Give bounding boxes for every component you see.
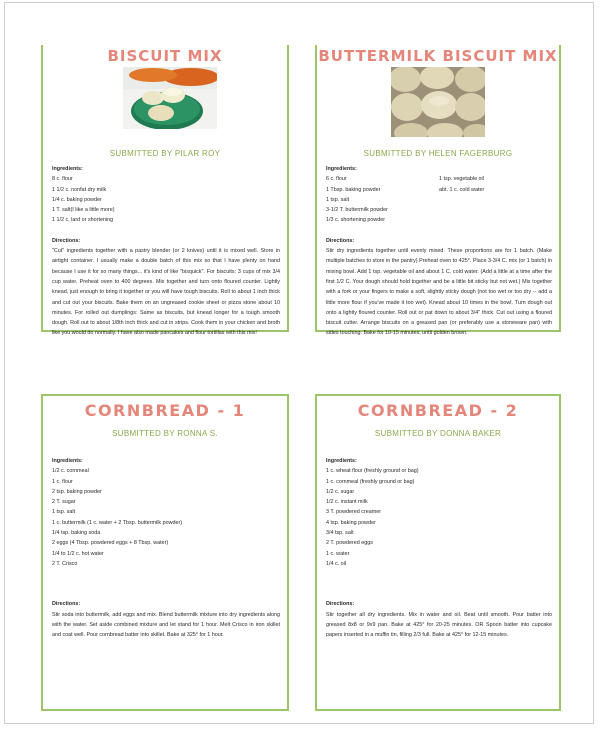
ingredient-item: 1/3 c. shortening powder	[326, 217, 386, 224]
ingredients-heading: Ingredients:	[326, 166, 357, 172]
ingredient-item: 1 tsp. salt	[326, 196, 350, 203]
ingredient-item: 2 tsp. baking powder	[52, 488, 102, 495]
ingredient-item: 3-1/2 T. buttermilk powder	[326, 207, 388, 214]
ingredient-item: 1/4 c. baking powder	[52, 196, 102, 203]
ingredients-list	[326, 466, 552, 569]
ingredients-heading: Ingredients:	[52, 166, 83, 172]
ingredient-item: 1 Tbsp. baking powder	[326, 186, 381, 193]
ingredients-list	[52, 466, 280, 569]
directions-heading: Directions:	[326, 237, 355, 244]
ingredient-item: 1/4 c. oil	[326, 560, 347, 567]
ingredient-item: 2 eggs (4 Tbsp. powdered eggs + 8 Tbsp. water)	[52, 540, 169, 547]
ingredient-item: 1/4 tsp. baking soda	[52, 530, 101, 537]
ingredient-item: 3/4 tsp. salt	[326, 530, 354, 537]
recipe-submitted-by: SUBMITTED BY DONNA BAKER	[374, 429, 502, 438]
recipe-body	[326, 164, 552, 339]
ingredients-list	[52, 174, 280, 225]
recipe-card-biscuit-mix	[41, 45, 289, 337]
document-page	[4, 2, 594, 724]
ingredient-item: 1 1/2 c. nonfat dry milk	[52, 186, 107, 193]
ingredients-list	[326, 174, 552, 225]
directions-heading: Directions:	[326, 601, 355, 608]
recipe-title: CORNBREAD - 1	[84, 401, 246, 420]
recipe-card-cornbread-1	[41, 394, 289, 711]
recipe-body	[326, 456, 552, 640]
directions-text: Stir dry ingredients together until evenly mixed. These proportions are for 1 batch. (Make multiple batches to store in the pantry) Preheat oven to 425°. Place 3-3/4 C. mix (or 1 batch) in mixing bowl. Add 1 tsp. vegetable oil and about 1 C. cold water. (Add a little at a time after the first 1/2 C. Your dough should hold together and be a little bit sticky but not wet.) Mix together with a fork or your fingers to make a soft, slightly sticky dough (not too wet or too dry -- add a little more flour if you've made it too wet). Knead about 10 times in the bowl. Turn dough out onto a lightly floured counter. Roll out or pat down to about 3/4" thick. Cut out using a floured biscuit cutter. Arrange biscuits on a greased pan (or preferably use a stoneware pan) with sides touching. Bake for 10-15 minutes, until golden brown.	[326, 248, 552, 337]
directions-heading: Directions:	[52, 237, 81, 244]
ingredient-item: 4 tsp. baking powder	[326, 519, 376, 526]
ingredient-item: 1 c. cornmeal (freshly ground or bag)	[326, 478, 415, 485]
directions-text: "Cut" ingredients together with a pastry blender (or 2 knives) until it is mixed well. Store in airtight container. I usually make a double batch of this mix so that I have plenty on hand because I use it for so many things... it's kind of like "bisquick". For biscuits: 3 cups of mix 3/4 cup water. Preheat oven to 400 degrees. Mix together and turn onto floured counter. Lightly knead, just enough to bring it together or you will have tough biscuits. Roll to about 1 inch thick and cut out your biscuits. Bake them on an ungreased cookie sheet or pizza stone about 10 minutes. For rolled out dumplings: Same as biscuits, but knead longer for a tough smooth dough. Roll out to about 1/8th inch thick and cut in strips. Cook them in your chicken and broth like you would do normally. I have also made pancakes and flour tortillas with this mix!	[52, 248, 280, 337]
ingredient-item: 1 c. buttermilk (1 c. water + 2 Tbsp. buttermilk powder)	[52, 519, 183, 526]
ingredients-heading: Ingredients:	[326, 458, 357, 464]
ingredient-item: 1 1/2 c. lard or shortening	[52, 217, 114, 224]
ingredient-item: 1 tsp. vegetable oil	[439, 176, 484, 183]
ingredient-item: 8 c. flour	[52, 176, 73, 183]
ingredient-item: abt. 1 c. cold water	[439, 186, 485, 193]
ingredient-item: 1/2 c. sugar	[326, 488, 355, 495]
recipe-submitted-by: SUBMITTED BY PILAR ROY	[109, 149, 221, 158]
directions-text: Stir soda into buttermilk, add eggs and mix. Blend buttermilk mixture into dry ingredients along with the water. Set aside combined mixture and let stand for 1 hour. Melt Crisco in iron skillet and coat well. Pour cornbread batter into skillet. Bake at 325° for 1 hour.	[52, 611, 280, 639]
ingredient-item: 2 T. powdered eggs	[326, 540, 373, 547]
ingredient-item: 1 c. flour	[52, 478, 73, 485]
ingredient-item: 2 T. Crisco	[52, 560, 78, 567]
ingredient-item: 2 T. sugar	[52, 499, 76, 506]
ingredient-item: 1 tsp. salt	[52, 509, 76, 516]
directions-heading: Directions:	[52, 601, 81, 608]
ingredient-item: 3 T. powdered creamer	[326, 509, 382, 516]
recipe-card-buttermilk-biscuit-mix	[315, 45, 561, 337]
ingredients-heading: Ingredients:	[52, 458, 83, 464]
ingredient-item: 1/4 to 1/2 c. hot water	[52, 550, 104, 557]
recipe-title: BUTTERMILK BISCUIT MIX	[318, 47, 558, 65]
ingredient-item: 1/2 c. instant milk	[326, 499, 368, 506]
recipe-title: CORNBREAD - 2	[357, 401, 519, 420]
recipe-photo-biscuits-on-plate	[123, 67, 217, 129]
directions-text: Stir together all dry ingredients. Mix in water and oil. Beat until smooth. Pour batter into greased 8x8 or 9x9 pan. Bake at 425° for 20-25 minutes. OR Spoon batter into cupcake papers inserted in a muffin tin, filling 2/3 full. Bake at 425° for 12-15 minutes.	[326, 611, 552, 639]
ingredient-item: 1 c. wheat flour (freshly ground or bag)	[326, 468, 419, 475]
ingredient-item: 1 T. salt(I like a little more)	[52, 207, 115, 214]
recipe-card-cornbread-2	[315, 394, 561, 711]
ingredient-item: 1 c. water	[326, 550, 350, 557]
recipe-title: BISCUIT MIX	[107, 47, 223, 65]
ingredient-item: 6 c. flour	[326, 176, 347, 183]
recipe-submitted-by: SUBMITTED BY HELEN FAGERBURG	[363, 149, 513, 158]
recipe-body	[52, 164, 280, 339]
recipe-body	[52, 456, 280, 640]
recipe-submitted-by: SUBMITTED BY RONNA S.	[112, 429, 218, 438]
recipe-photo-buttermilk-biscuits	[391, 67, 485, 137]
ingredient-item: 1/2 c. cornmeal	[52, 468, 89, 475]
